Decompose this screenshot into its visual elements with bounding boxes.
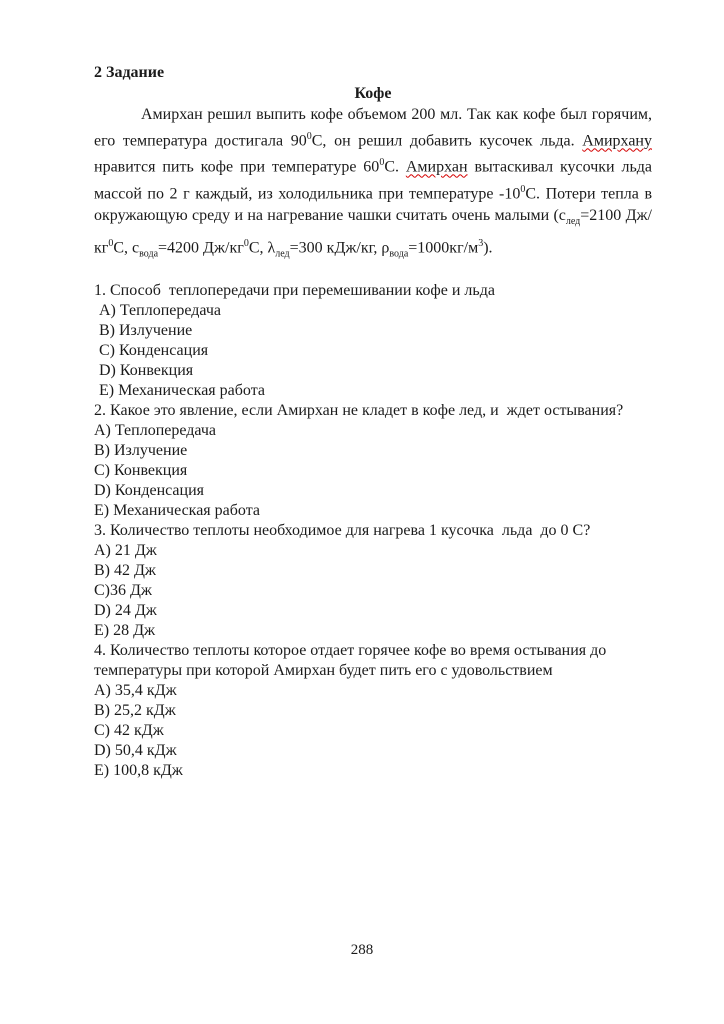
subscript-text: вода <box>389 248 409 260</box>
text-block <box>94 62 652 781</box>
question-1-option-4: D) Конвекция <box>99 361 194 379</box>
question-1-option-3: С) Конденсация <box>99 341 209 359</box>
question-3-option-4: D) 24 Дж <box>94 601 157 619</box>
question-3-text: 3. Количество теплоты необходимое для нагрева 1 кусочка льда до 0 С? <box>94 521 591 539</box>
question-2-option-5: Е) Механическая работа <box>94 501 260 519</box>
intro-text-segment: С, с <box>113 239 140 257</box>
intro-text-segment: =300 кДж/кг, ρ <box>289 239 390 257</box>
question-1-option-5: Е) Механическая работа <box>99 381 265 399</box>
superscript-text: 0 <box>108 238 114 250</box>
subscript-text: лед <box>565 216 581 228</box>
question-2-option-1: А) Теплопередача <box>94 421 216 439</box>
superscript-text: 0 <box>306 131 312 142</box>
intro-text-segment: С, он решил добавить кусочек льда. <box>311 132 583 150</box>
question-4-text: 4. Количество теплоты которое отдает горячее кофе во время остывания до температуры при которой Амирхан будет пить его с удовольствием <box>94 641 611 679</box>
page-number: 288 <box>350 942 374 958</box>
superscript-text: 0 <box>243 238 249 250</box>
task-heading: 2 Задание <box>94 64 165 81</box>
intro-text-segment: вытаскивал кусочки льда массой по 2 г каждый, из холодильника при температуре -10 <box>94 158 652 202</box>
question-2-option-4: D) Конденсация <box>94 481 205 499</box>
document-title: Кофе <box>354 85 392 102</box>
question-1-option-1: А) Теплопередача <box>99 301 221 319</box>
question-4-option-4: D) 50,4 кДж <box>94 741 177 759</box>
question-4-option-3: С) 42 кДж <box>94 721 164 739</box>
question-3-option-3: С)36 Дж <box>94 581 152 599</box>
superscript-text: 0 <box>379 157 385 169</box>
question-2-option-3: С) Конвекция <box>94 461 188 479</box>
misspelled-word: Амирхан <box>405 158 468 176</box>
questions-list <box>94 281 652 781</box>
intro-text-segment: Амирхан решил выпить кофе объемом 200 мл. Так как кофе был горячим, его температура достигала 90 <box>94 106 652 150</box>
question-4-option-2: В) 25,2 кДж <box>94 701 176 719</box>
intro-text-segment: С. <box>384 158 406 176</box>
intro-paragraph <box>94 104 652 266</box>
intro-text-segment: =1000кг/м <box>408 239 479 257</box>
subscript-text: лед <box>275 248 290 260</box>
question-3-option-5: Е) 28 Дж <box>94 621 156 639</box>
question-2-text: 2. Какое это явление, если Амирхан не кладет в кофе лед, и ждет остывания? <box>94 401 624 419</box>
question-4-option-5: Е) 100,8 кДж <box>94 761 183 779</box>
subscript-text: вода <box>139 248 159 260</box>
question-1-option-2: В) Излучение <box>99 321 193 339</box>
question-1-text: 1. Способ теплопередачи при перемешивании кофе и льда <box>94 281 495 299</box>
question-3-option-1: А) 21 Дж <box>94 541 157 559</box>
intro-text-segment: С, λ <box>248 239 276 257</box>
intro-text-segment: ). <box>483 239 493 257</box>
superscript-text: 0 <box>520 183 526 195</box>
question-2-option-2: В) Излучение <box>94 441 188 459</box>
intro-text-segment: =2100 Дж/кг <box>94 206 653 257</box>
superscript-text: 3 <box>478 238 484 250</box>
intro-text-segment: нравится пить кофе при температуре 60 <box>94 158 380 176</box>
intro-text-segment: =4200 Дж/кг <box>158 239 244 257</box>
intro-text-segment: С. Потери тепла в окружающую среду и на нагревание чашки считать очень малыми (с <box>94 184 653 224</box>
question-4-option-1: А) 35,4 кДж <box>94 681 177 699</box>
misspelled-word: Амирхану <box>582 132 652 150</box>
question-3-option-2: В) 42 Дж <box>94 561 156 579</box>
